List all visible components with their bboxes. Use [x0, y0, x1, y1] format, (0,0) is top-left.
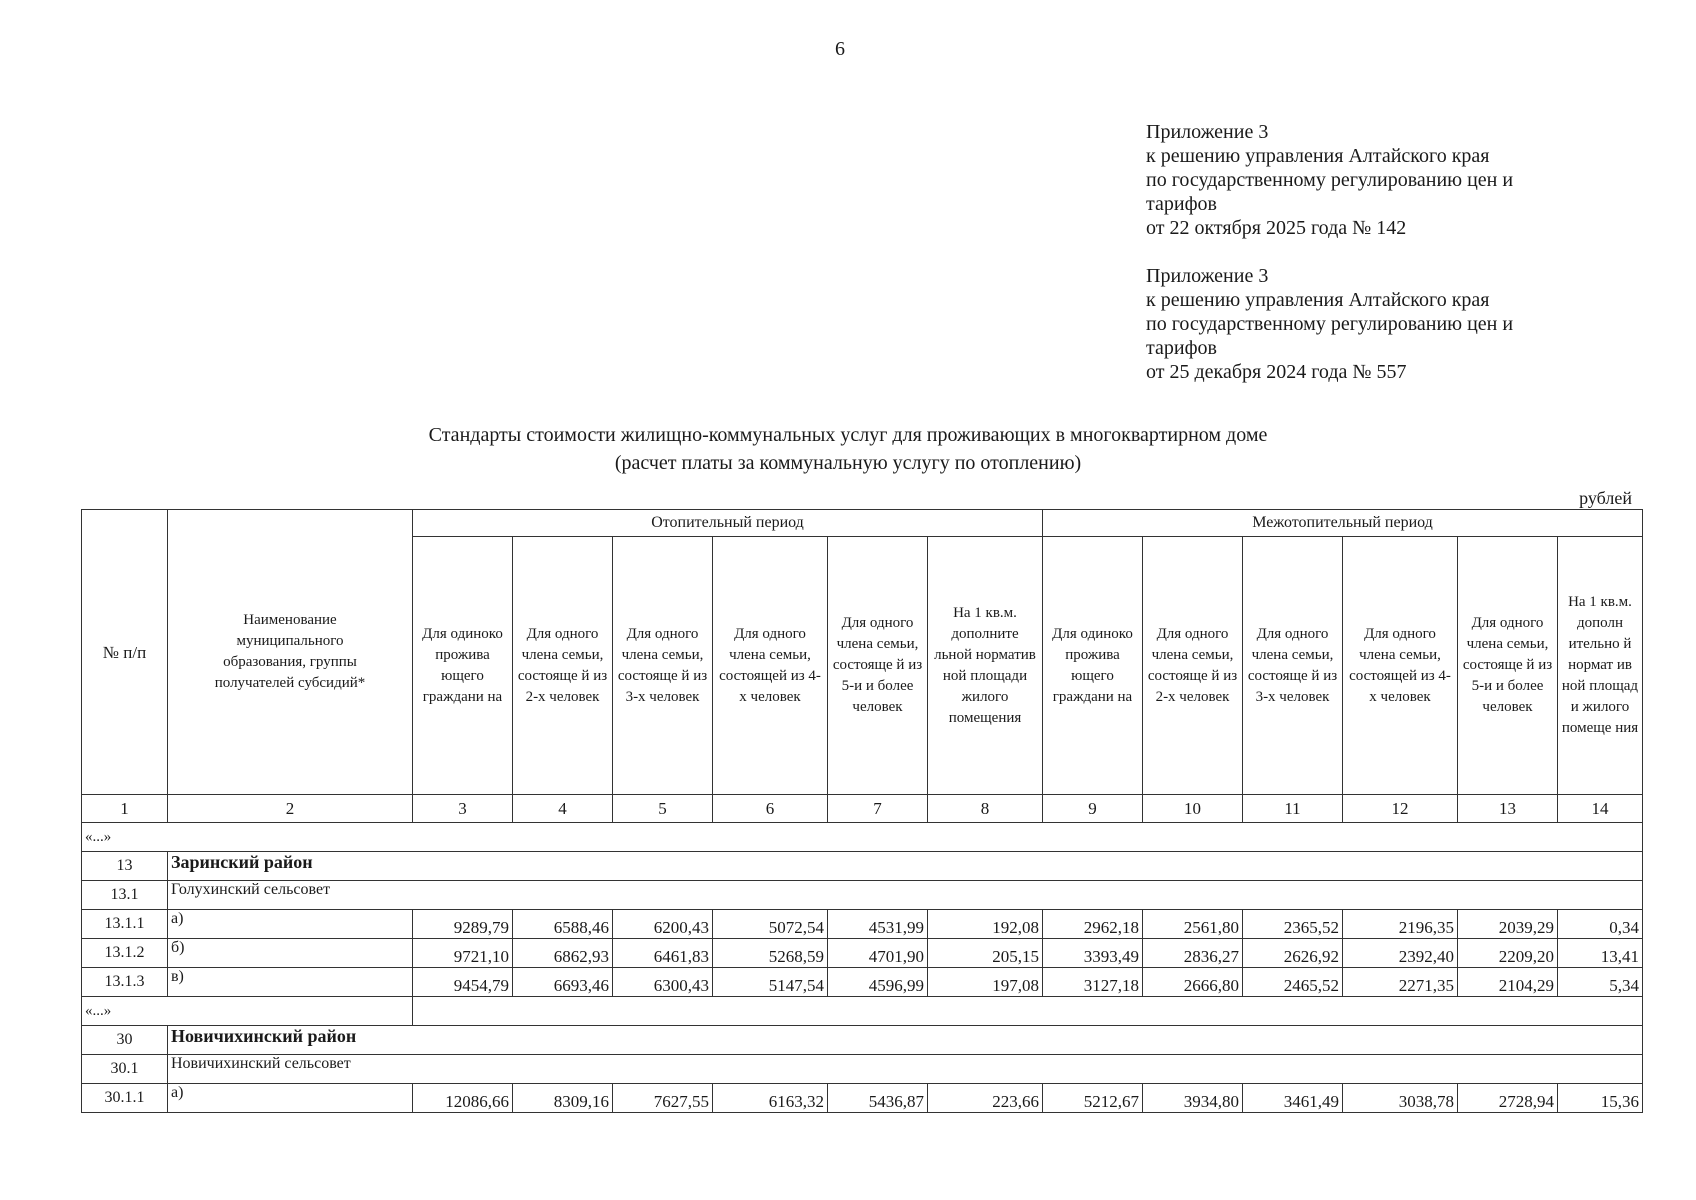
row-group: а) [168, 1084, 413, 1113]
column-number: 8 [928, 795, 1043, 823]
value-cell: 12086,66 [413, 1084, 513, 1113]
value-cell: 4531,99 [828, 910, 928, 939]
district-row [82, 852, 1643, 881]
row-number: 30.1 [82, 1055, 168, 1084]
header-col-7: Для одного члена семьи, состояще й из 5-и и более человек [828, 537, 928, 795]
ellipsis-marker: «...» [82, 997, 413, 1026]
column-number: 7 [828, 795, 928, 823]
settlement-row [82, 881, 1643, 910]
district-row [82, 1026, 1643, 1055]
value-cell: 2465,52 [1243, 968, 1343, 997]
appendix-line: тарифов [1146, 337, 1217, 359]
header-col-14: На 1 кв.м. дополн ительно й нормат ив ной площад и жилого помеще ния [1558, 537, 1643, 795]
column-number: 9 [1043, 795, 1143, 823]
value-cell: 2626,92 [1243, 939, 1343, 968]
column-number: 2 [168, 795, 413, 823]
appendix-line: тарифов [1146, 193, 1217, 215]
appendix-line: от 25 декабря 2024 года № 557 [1146, 361, 1407, 383]
column-number: 11 [1243, 795, 1343, 823]
value-cell: 192,08 [928, 910, 1043, 939]
value-cell: 4701,90 [828, 939, 928, 968]
value-cell: 6163,32 [713, 1084, 828, 1113]
header-nonheating-period: Межотопительный период [1043, 510, 1643, 537]
header-heating-period: Отопительный период [413, 510, 1043, 537]
value-cell: 2196,35 [1343, 910, 1458, 939]
value-cell: 2209,20 [1458, 939, 1558, 968]
row-number: 13.1.3 [82, 968, 168, 997]
value-cell: 8309,16 [513, 1084, 613, 1113]
row-number: 30.1.1 [82, 1084, 168, 1113]
column-number: 3 [413, 795, 513, 823]
header-name: Наименование муниципального образования, группы получателей субсидий* [168, 510, 413, 795]
value-cell: 13,41 [1558, 939, 1643, 968]
appendix-note [1146, 264, 1606, 384]
value-cell: 2271,35 [1343, 968, 1458, 997]
value-cell: 2728,94 [1458, 1084, 1558, 1113]
value-cell: 223,66 [928, 1084, 1043, 1113]
value-cell: 6693,46 [513, 968, 613, 997]
appendix-line: к решению управления Алтайского края [1146, 145, 1490, 167]
header-col-13: Для одного члена семьи, состояще й из 5-и и более человек [1458, 537, 1558, 795]
ellipsis-row [82, 823, 1643, 852]
value-cell: 15,36 [1558, 1084, 1643, 1113]
value-cell: 6200,43 [613, 910, 713, 939]
header-col-12: Для одного члена семьи, состоящей из 4-х человек [1343, 537, 1458, 795]
value-cell: 3127,18 [1043, 968, 1143, 997]
settlement-row [82, 1055, 1643, 1084]
value-cell: 5147,54 [713, 968, 828, 997]
value-cell: 6862,93 [513, 939, 613, 968]
appendix-note [1146, 120, 1606, 240]
column-number: 12 [1343, 795, 1458, 823]
table-row [82, 968, 1643, 997]
column-number: 4 [513, 795, 613, 823]
value-cell: 2666,80 [1143, 968, 1243, 997]
settlement-name: Голухинский сельсовет [168, 881, 1643, 910]
document-title: Стандарты стоимости жилищно-коммунальных услуг для проживающих в многоквартирном доме [428, 424, 1268, 446]
value-cell: 2104,29 [1458, 968, 1558, 997]
table-row [82, 1084, 1643, 1113]
value-cell: 6300,43 [613, 968, 713, 997]
row-number: 13.1.2 [82, 939, 168, 968]
appendix-line: к решению управления Алтайского края [1146, 289, 1490, 311]
value-cell: 2962,18 [1043, 910, 1143, 939]
value-cell: 9721,10 [413, 939, 513, 968]
value-cell: 9454,79 [413, 968, 513, 997]
tariff-table [81, 509, 1643, 1113]
row-group: в) [168, 968, 413, 997]
value-cell: 9289,79 [413, 910, 513, 939]
value-cell: 3934,80 [1143, 1084, 1243, 1113]
table-row [82, 939, 1643, 968]
row-group: а) [168, 910, 413, 939]
header-col-5: Для одного члена семьи, состояще й из 3-х человек [613, 537, 713, 795]
value-cell: 5072,54 [713, 910, 828, 939]
row-group: б) [168, 939, 413, 968]
value-cell: 2039,29 [1458, 910, 1558, 939]
value-cell: 205,15 [928, 939, 1043, 968]
value-cell: 5436,87 [828, 1084, 928, 1113]
value-cell: 2836,27 [1143, 939, 1243, 968]
header-num: № п/п [82, 510, 168, 795]
ellipsis-row [82, 997, 1643, 1026]
row-number: 13 [82, 852, 168, 881]
value-cell: 2561,80 [1143, 910, 1243, 939]
empty-cell [413, 997, 1643, 1026]
value-cell: 4596,99 [828, 968, 928, 997]
district-name: Заринский район [168, 852, 1643, 881]
column-number: 10 [1143, 795, 1243, 823]
header-col-10: Для одного члена семьи, состояще й из 2-х человек [1143, 537, 1243, 795]
value-cell: 2365,52 [1243, 910, 1343, 939]
row-number: 30 [82, 1026, 168, 1055]
value-cell: 3038,78 [1343, 1084, 1458, 1113]
value-cell: 5268,59 [713, 939, 828, 968]
value-cell: 7627,55 [613, 1084, 713, 1113]
page-number: 6 [835, 38, 845, 60]
settlement-name: Новичихинский сельсовет [168, 1055, 1643, 1084]
column-number: 14 [1558, 795, 1643, 823]
appendix-line: Приложение 3 [1146, 121, 1269, 143]
value-cell: 5,34 [1558, 968, 1643, 997]
header-col-6: Для одного члена семьи, состоящей из 4-х человек [713, 537, 828, 795]
appendix-line: от 22 октября 2025 года № 142 [1146, 217, 1407, 239]
ellipsis-marker: «...» [82, 823, 1643, 852]
value-cell: 3393,49 [1043, 939, 1143, 968]
column-number-row [82, 795, 1643, 823]
row-number: 13.1.1 [82, 910, 168, 939]
document-subtitle: (расчет платы за коммунальную услугу по отоплению) [614, 452, 1082, 474]
units-label: рублей [1579, 488, 1632, 508]
column-number: 13 [1458, 795, 1558, 823]
value-cell: 2392,40 [1343, 939, 1458, 968]
header-col-11: Для одного члена семьи, состояще й из 3-х человек [1243, 537, 1343, 795]
row-number: 13.1 [82, 881, 168, 910]
appendix-line: по государственному регулированию цен и [1146, 169, 1514, 191]
header-col-4: Для одного члена семьи, состояще й из 2-х человек [513, 537, 613, 795]
value-cell: 197,08 [928, 968, 1043, 997]
district-name: Новичихинский район [168, 1026, 1643, 1055]
appendix-line: Приложение 3 [1146, 265, 1269, 287]
value-cell: 3461,49 [1243, 1084, 1343, 1113]
column-number: 1 [82, 795, 168, 823]
value-cell: 5212,67 [1043, 1084, 1143, 1113]
value-cell: 0,34 [1558, 910, 1643, 939]
header-col-8: На 1 кв.м. дополните льной норматив ной площади жилого помещения [928, 537, 1043, 795]
value-cell: 6461,83 [613, 939, 713, 968]
header-col-3: Для одиноко прожива ющего граждани на [413, 537, 513, 795]
header-col-9: Для одиноко прожива ющего граждани на [1043, 537, 1143, 795]
appendix-line: по государственному регулированию цен и [1146, 313, 1514, 335]
value-cell: 6588,46 [513, 910, 613, 939]
column-number: 6 [713, 795, 828, 823]
table-row [82, 910, 1643, 939]
column-number: 5 [613, 795, 713, 823]
